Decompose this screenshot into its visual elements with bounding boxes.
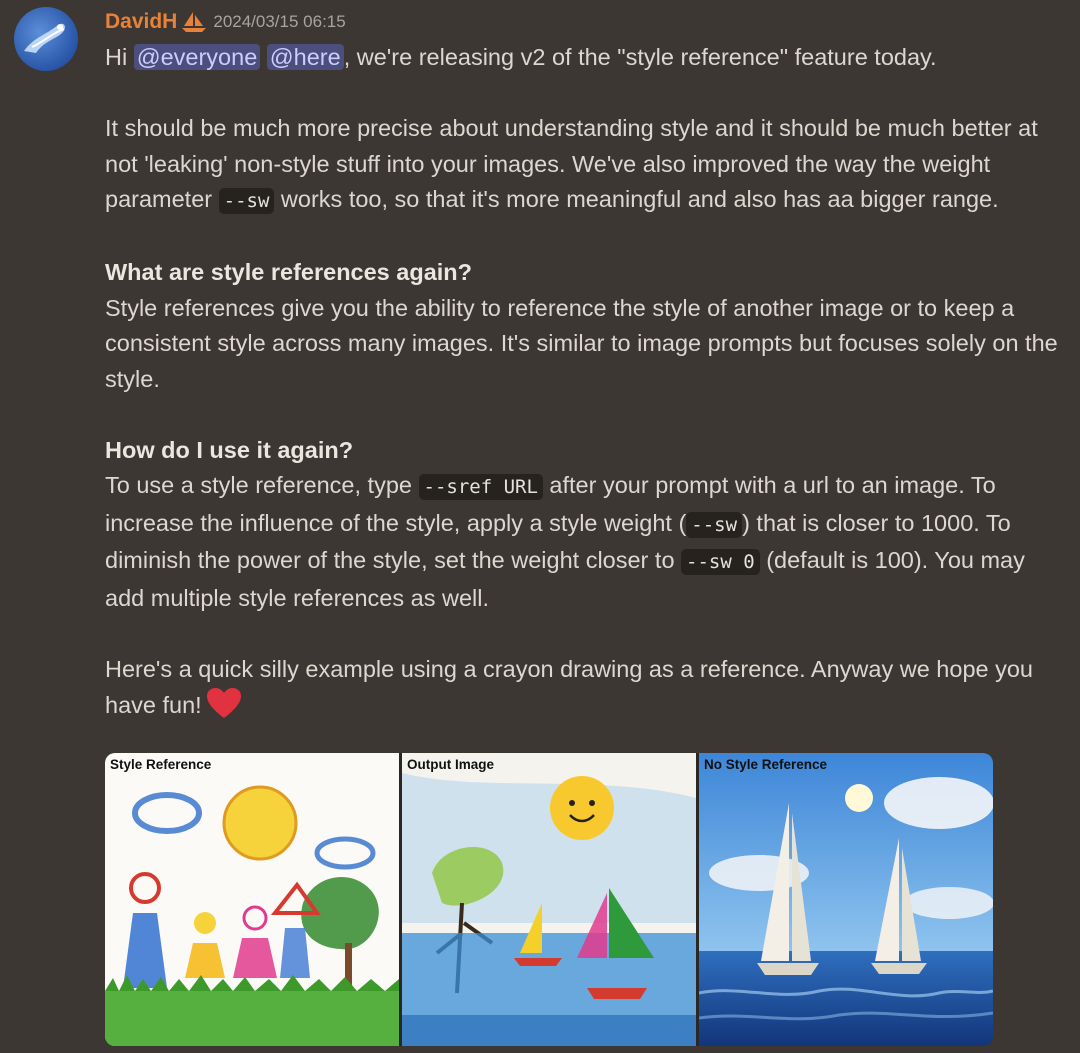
timestamp: 2024/03/15 06:15 xyxy=(213,12,346,31)
section-body-what: Style references give you the ability to reference the style of another image or to keep a consistent style across many images. It's similar to image prompts but focuses solely on the style. xyxy=(105,294,1058,392)
image-output[interactable] xyxy=(402,753,696,1046)
username[interactable]: DavidH xyxy=(105,10,178,33)
avatar[interactable] xyxy=(14,7,78,71)
improvements-text: It should be much more precise about understanding style and it should be much better at not 'leaking' non-style stuff into your images. We've also improved the way the weight parameter xyxy=(105,115,1038,212)
intro-text: , we're releasing v2 of the "style reference" feature today. xyxy=(343,44,937,70)
message-header xyxy=(105,8,346,36)
section-body-how xyxy=(105,468,1065,616)
image-no-style-reference[interactable] xyxy=(699,753,993,1046)
improvements-paragraph xyxy=(105,111,1065,220)
sailboat-icon xyxy=(181,11,207,33)
image-label: Style Reference xyxy=(110,757,212,772)
sref-code: --sref URL xyxy=(419,474,543,500)
mention-here[interactable]: @here xyxy=(267,44,344,70)
improvements-text-end: works too, so that it's more meaningful and also has aa bigger range. xyxy=(274,186,999,212)
how-text-1: To use a style reference, type xyxy=(105,472,419,498)
how-text-4: (default is 100). You may add multiple style references as well. xyxy=(105,547,1025,611)
image-style-reference[interactable] xyxy=(105,753,399,1046)
section-heading-what: What are style references again? xyxy=(105,259,473,285)
message-body xyxy=(105,40,1065,724)
sw-code: --sw xyxy=(219,188,275,214)
section-heading-how: How do I use it again? xyxy=(105,436,354,463)
closing-text: Here's a quick silly example using a crayon drawing as a reference. Anyway we hope you have fun! xyxy=(105,655,1033,718)
image-gallery xyxy=(105,753,993,1046)
how-text-2: after your prompt with a url to an image. To increase the influence of the style, apply a style weight ( xyxy=(105,472,996,536)
greeting-text: Hi xyxy=(105,44,134,70)
intro-paragraph xyxy=(105,40,1065,76)
closing-paragraph xyxy=(105,652,1065,724)
image-label: No Style Reference xyxy=(704,757,828,772)
how-text-3: ) that is closer to 1000. To diminish the power of the style, set the weight closer to xyxy=(105,509,1011,573)
mention-everyone[interactable]: @everyone xyxy=(134,44,261,70)
image-label: Output Image xyxy=(407,757,494,772)
sw-zero-code: --sw 0 xyxy=(681,549,760,575)
sw-code-2: --sw xyxy=(686,512,742,538)
heart-icon xyxy=(206,687,242,719)
